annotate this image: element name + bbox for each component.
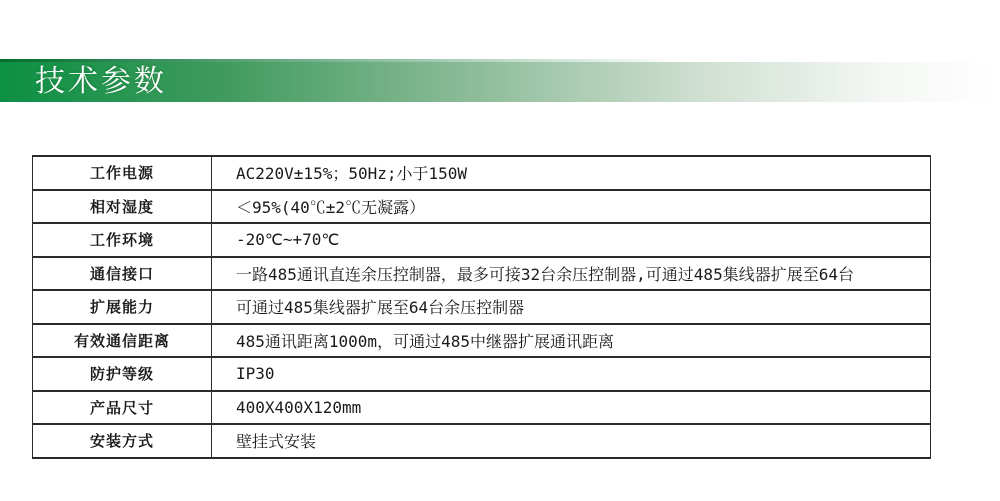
spec-label: 工作环境 bbox=[33, 223, 212, 257]
spec-value: 壁挂式安装 bbox=[212, 424, 931, 458]
spec-label: 通信接口 bbox=[33, 257, 212, 291]
spec-label: 工作电源 bbox=[33, 156, 212, 190]
spec-value: 485通讯距离1000m，可通过485中继器扩展通讯距离 bbox=[212, 324, 931, 358]
table-row bbox=[33, 424, 931, 458]
table-row bbox=[33, 190, 931, 224]
spec-label: 扩展能力 bbox=[33, 290, 212, 324]
table-row bbox=[33, 223, 931, 257]
spec-value: -20℃~+70℃ bbox=[212, 223, 931, 257]
table-row bbox=[33, 357, 931, 391]
spec-label: 产品尺寸 bbox=[33, 391, 212, 425]
spec-label: 相对湿度 bbox=[33, 190, 212, 224]
spec-table-body bbox=[33, 156, 931, 458]
spec-label: 防护等级 bbox=[33, 357, 212, 391]
spec-value: 可通过485集线器扩展至64台余压控制器 bbox=[212, 290, 931, 324]
table-row bbox=[33, 156, 931, 190]
spec-value: ＜95%(40℃±2℃无凝露） bbox=[212, 190, 931, 224]
spec-value: 400X400X120mm bbox=[212, 391, 931, 425]
spec-value: 一路485通讯直连余压控制器，最多可接32台余压控制器,可通过485集线器扩展至64台 bbox=[212, 257, 931, 291]
section-banner bbox=[0, 59, 1000, 102]
spec-label: 安装方式 bbox=[33, 424, 212, 458]
table-row bbox=[33, 324, 931, 358]
table-row bbox=[33, 257, 931, 291]
spec-value: AC220V±15%；50Hz;小于150W bbox=[212, 156, 931, 190]
table-row bbox=[33, 391, 931, 425]
spec-label: 有效通信距离 bbox=[33, 324, 212, 358]
table-row bbox=[33, 290, 931, 324]
spec-value: IP30 bbox=[212, 357, 931, 391]
spec-table bbox=[32, 155, 931, 459]
page-title: 技术参数 bbox=[35, 65, 167, 98]
